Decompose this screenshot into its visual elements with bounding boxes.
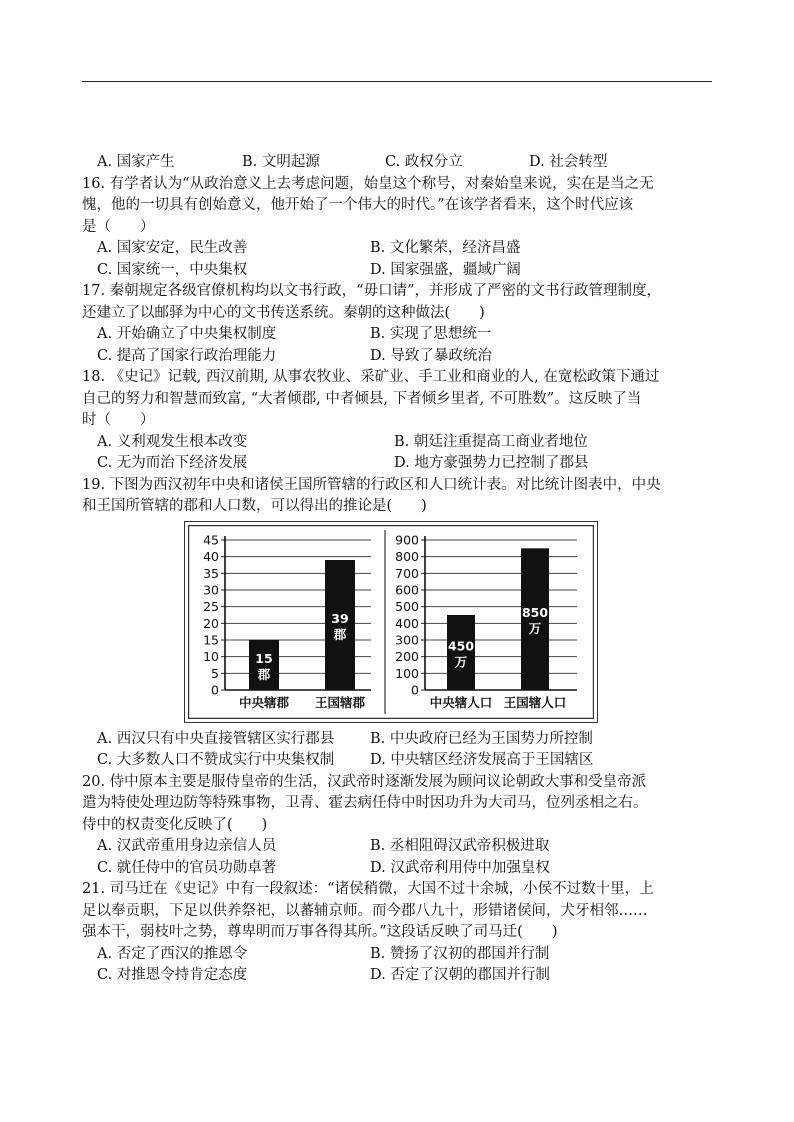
q20-stem-line: 侍中的权责变化反映了( ) [82, 816, 268, 833]
bar-unit-label: 万 [454, 654, 468, 669]
y-tick-label: 35 [203, 565, 219, 581]
exam-page [82, 152, 714, 987]
q16-options-row2 [82, 260, 714, 282]
q21-option-b[interactable]: B. 赞扬了汉初的郡国并行制 [370, 945, 550, 962]
y-tick-label: 100 [395, 665, 419, 681]
q18-stem-line: 18. 《史记》记载, 西汉前期, 从事农牧业、采矿业、手工业和商业的人, 在宽松政策下通过 [82, 369, 660, 385]
q21-options-row2 [82, 965, 714, 987]
q20-option-c[interactable]: C. 就任侍中的官员功勋卓著 [97, 859, 277, 876]
x-category-label: 中央辖人口 [429, 694, 493, 710]
q17-option-d[interactable]: D. 导致了暴政统治 [370, 347, 492, 364]
q16-stem-line: 16. 有学者认为“从政治意义上去考虑问题，始皇这个称号，对秦始皇来说，实在是当之无 [82, 175, 654, 192]
q19-stem-line: 19. 下图为西汉初年中央和诸侯王国所管辖的行政区和人口统计表。对比统计图表中，中央 [82, 476, 661, 493]
bar-unit-label: 郡 [257, 666, 271, 682]
q21-options-row1 [82, 944, 714, 966]
statistics-chart-frame [184, 521, 598, 723]
question-16 [82, 174, 714, 282]
bar-value-label: 39 [331, 610, 349, 626]
y-tick-label: 15 [203, 632, 219, 647]
q17-option-a[interactable]: A. 开始确立了中央集权制度 [97, 326, 277, 342]
q20-stem-line: 遣为特使处理边防等特殊事物，卫青、霍去病任侍中时因功升为大司马，位列丞相之右。 [82, 795, 648, 811]
y-tick-label: 10 [203, 648, 219, 664]
q18-option-a[interactable]: A. 义利观发生根本改变 [97, 433, 248, 450]
bar-value-label: 850 [521, 604, 549, 620]
y-tick-label: 30 [203, 582, 219, 597]
q17-stem-line: 还建立了以邮驿为中心的文书传送系统。秦朝的这种做法( ) [82, 304, 485, 321]
q15-option-b[interactable]: B. 文明起源 [242, 154, 320, 170]
q20-stem-line: 20. 侍中原本主要是服侍皇帝的生活，汉武帝时逐渐发展为顾问议论朝政大事和受皇帝派 [82, 773, 647, 790]
q17-stem-line: 17. 秦朝规定各级官僚机构均以文书行政，“毋口请”，并形成了严密的文书行政管理制度， [82, 283, 661, 299]
question-17 [82, 281, 714, 367]
x-category-label: 中央辖郡 [238, 694, 290, 710]
q17-option-c[interactable]: C. 提高了国家行政治理能力 [97, 347, 277, 364]
q17-option-b[interactable]: B. 实现了思想统一 [370, 326, 492, 342]
q18-option-d[interactable]: D. 地方豪强势力已控制了郡县 [394, 455, 589, 471]
question-19 [82, 475, 714, 772]
y-tick-label: 500 [395, 598, 419, 614]
q15-option-d[interactable]: D. 社会转型 [529, 154, 608, 170]
q18-stem-line: 时（ ） [82, 412, 155, 428]
q16-stem-line: 是（ ） [82, 218, 155, 235]
y-tick-label: 5 [211, 665, 219, 681]
y-tick-label: 25 [203, 598, 219, 614]
q21-option-d[interactable]: D. 否定了汉朝的郡国并行制 [370, 967, 550, 983]
y-tick-label: 0 [411, 682, 419, 697]
q20-options-row1 [82, 836, 714, 858]
y-tick-label: 800 [395, 548, 419, 564]
q19-option-b[interactable]: B. 中央政府已经为王国势力所控制 [370, 730, 593, 747]
q18-option-b[interactable]: B. 朝廷注重提高工商业者地位 [394, 433, 588, 450]
q20-option-d[interactable]: D. 汉武帝利用侍中加强皇权 [370, 859, 550, 876]
q19-option-d[interactable]: D. 中央辖区经济发展高于王国辖区 [370, 752, 594, 768]
question-21 [82, 879, 714, 987]
y-tick-label: 300 [395, 632, 419, 647]
q17-options-row2 [82, 346, 714, 368]
bar-unit-label: 郡 [333, 626, 347, 642]
q20-options-row2 [82, 858, 714, 880]
q21-option-c[interactable]: C. 对推恩令持肯定态度 [97, 967, 248, 983]
q18-options-row2 [82, 453, 714, 475]
q19-option-c[interactable]: C. 大多数人口不赞成实行中央集权制 [97, 752, 335, 768]
q19-options-row1 [82, 729, 714, 751]
y-tick-label: 40 [203, 548, 219, 564]
statistics-chart [185, 522, 597, 722]
q21-stem-line: 21. 司马迁在《史记》中有一段叙述：“诸侯稍微，大国不过十余城，小侯不过数十里，上 [82, 881, 654, 897]
q15-option-c[interactable]: C. 政权分立 [385, 154, 463, 170]
q20-option-a[interactable]: A. 汉武帝重用身边亲信人员 [97, 838, 277, 854]
q15-option-a[interactable]: A. 国家产生 [97, 154, 175, 170]
q18-option-c[interactable]: C. 无为而治下经济发展 [97, 455, 248, 471]
q16-options-row1 [82, 238, 714, 260]
q16-option-b[interactable]: B. 文化繁荣，经济昌盛 [370, 240, 521, 256]
q18-stem-line: 自己的努力和智慧而致富, “大者倾郡, 中者倾县, 下者倾乡里者, 不可胜数”。这反映了当 [82, 390, 642, 407]
y-tick-label: 200 [395, 648, 419, 664]
q19-options-row2 [82, 750, 714, 772]
q21-option-a[interactable]: A. 否定了西汉的推恩令 [97, 945, 248, 962]
q18-options-row1 [82, 432, 714, 454]
x-category-label: 王国辖人口 [503, 694, 567, 710]
y-tick-label: 400 [395, 615, 419, 631]
bar-value-label: 15 [255, 650, 273, 666]
q21-stem-line: 强本干，弱枝叶之势，尊卑明而万事各得其所。”这段话反映了司马迁( ) [82, 924, 558, 940]
q21-stem-line: 足以奉贡职，下足以供养祭祀，以蕃辅京师。而今郡八九十，形错诸侯间，犬牙相邻…… [82, 902, 648, 919]
bar-value-label: 450 [447, 638, 475, 653]
q16-option-a[interactable]: A. 国家安定，民生改善 [97, 240, 248, 256]
y-tick-label: 900 [395, 532, 419, 547]
q19-option-a[interactable]: A. 西汉只有中央直接管辖区实行郡县 [97, 730, 335, 747]
y-tick-label: 600 [395, 582, 419, 597]
q16-stem-line: 愧，他的一切具有创始意义，他开始了一个伟大的时代。”在该学者看来，这个时代应该 [82, 197, 634, 213]
y-tick-label: 20 [203, 615, 219, 631]
q15-options [82, 152, 714, 174]
question-18 [82, 367, 714, 475]
y-tick-label: 700 [395, 565, 419, 581]
bar-unit-label: 万 [528, 620, 542, 636]
y-tick-label: 45 [203, 532, 219, 547]
y-tick-label: 0 [211, 682, 219, 697]
q20-option-b[interactable]: B. 丞相阻碍汉武帝积极进取 [370, 838, 550, 854]
x-category-label: 王国辖郡 [314, 694, 366, 710]
question-20 [82, 772, 714, 880]
q16-option-c[interactable]: C. 国家统一，中央集权 [97, 261, 248, 278]
q16-option-d[interactable]: D. 国家强盛，疆域广阔 [370, 261, 521, 278]
header-rule [82, 81, 712, 82]
q17-options-row1 [82, 324, 714, 346]
q19-stem-line: 和王国所管辖的郡和人口数，可以得出的推论是( ) [82, 498, 427, 514]
